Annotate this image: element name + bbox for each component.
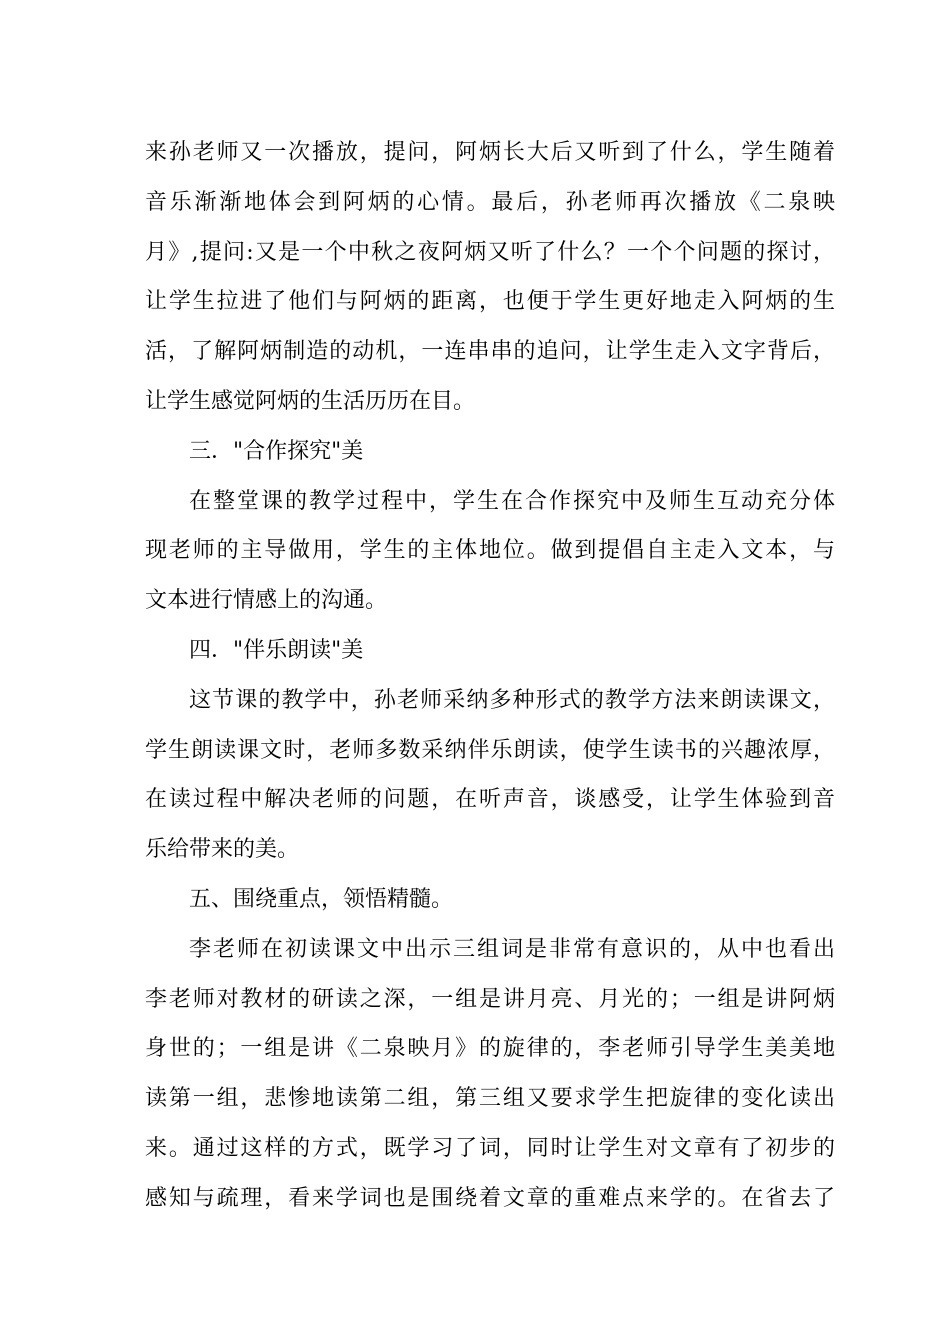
section-heading: 五、围绕重点，领悟精髓。 xyxy=(189,886,454,912)
section-heading: 四．"伴乐朗读"美 xyxy=(189,637,364,663)
text-line: 来孙老师又一次播放，提问，阿炳长大后又听到了什么，学生随着 xyxy=(145,140,835,165)
text-line: 文本进行情感上的沟通。 xyxy=(145,588,388,614)
text-line: 活，了解阿炳制造的动机，一连串串的追问，让学生走入文字背后， xyxy=(145,339,835,365)
text-line: 来。通过这样的方式，既学习了词，同时让学生对文章有了初步的 xyxy=(145,1135,835,1161)
text-line: 学生朗读课文时，老师多数采纳伴乐朗读，使学生读书的兴趣浓厚， xyxy=(145,737,835,763)
text-line: 读第一组，悲惨地读第二组，第三组又要求学生把旋律的变化读出 xyxy=(145,1086,835,1112)
text-line: 这节课的教学中，孙老师采纳多种形式的教学方法来朗读课文， xyxy=(189,687,835,713)
text-line: 让学生感觉阿炳的生活历历在目。 xyxy=(145,388,476,414)
text-line: 身世的；一组是讲《二泉映月》的旋律的，李老师引导学生美美地 xyxy=(145,1036,835,1062)
text-line: 在整堂课的教学过程中，学生在合作探究中及师生互动充分体 xyxy=(189,488,835,514)
text-line: 月》,提问:又是一个中秋之夜阿炳又听了什么？一个个问题的探讨， xyxy=(145,239,835,265)
text-line: 感知与疏理，看来学词也是围绕着文章的重难点来学的。在省去了 xyxy=(145,1185,835,1211)
section-heading: 三．"合作探究"美 xyxy=(189,438,364,464)
text-line: 音乐渐渐地体会到阿炳的心情。最后，孙老师再次播放《二泉映 xyxy=(145,189,835,215)
text-line: 让学生拉进了他们与阿炳的距离，也便于学生更好地走入阿炳的生 xyxy=(145,289,835,315)
text-line: 乐给带来的美。 xyxy=(145,837,300,863)
document-body xyxy=(145,128,835,1224)
text-line: 在读过程中解决老师的问题，在听声音，谈感受，让学生体验到音 xyxy=(145,787,835,813)
text-line: 李老师对教材的研读之深，一组是讲月亮、月光的；一组是讲阿炳 xyxy=(145,986,835,1012)
text-line: 现老师的主导做用，学生的主体地位。做到提倡自主走入文本，与 xyxy=(145,538,835,564)
text-line: 李老师在初读课文中出示三组词是非常有意识的，从中也看出 xyxy=(189,936,835,962)
